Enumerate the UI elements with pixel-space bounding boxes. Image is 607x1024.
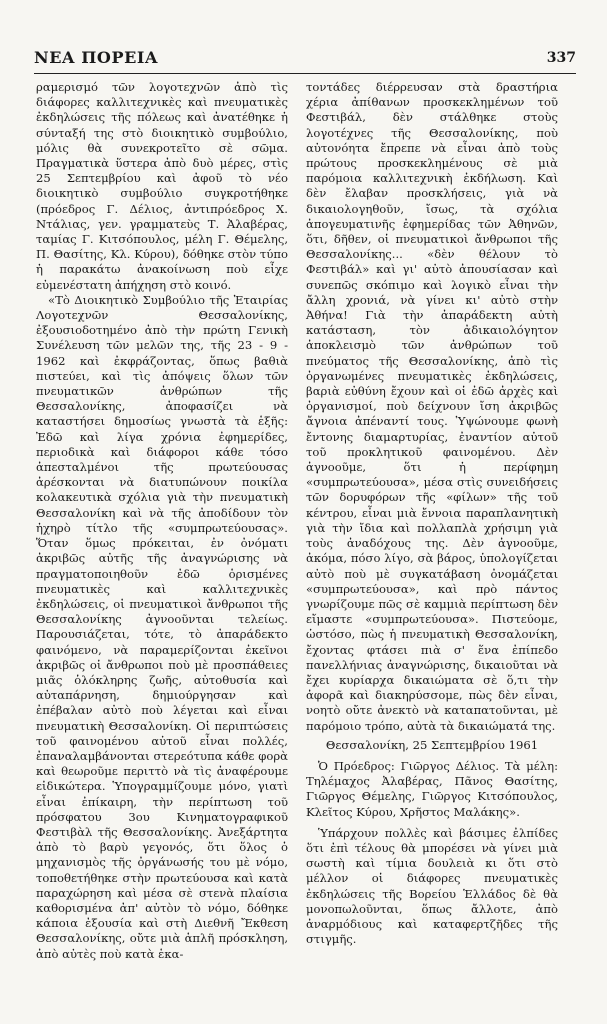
paragraph: «Τὸ Διοικητικὸ Συμβούλιο τῆς Ἑταιρίας Λογοτεχνῶν Θεσσαλονίκης, ἐξουσιοδοτημένο ἀπὸ τὴν πρώτη Γενικὴ Συνέλευση τῶν μελῶν της, τῆς 23 - 9 - 1962 καὶ ἐκφράζοντας, ὅπως βαθιὰ πιστεύει, καὶ τὶς ἀπόψεις ὅλων τῶν πνευματικῶν ἀνθρώπων τῆς Θεσσαλονίκης, ἀποφασίζει νὰ καταστήσει δημοσίως γνωστὰ τὰ ἑξῆς: Ἐδῶ καὶ λίγα χρόνια ἐφημερίδες, περιοδικὰ καὶ διάφοροι κάθε τόσο ἀπεσταλμένοι τῆς πρωτεύουσας ἀρέσκονται νὰ διατυπώνουν ποικίλα κολακευτικὰ σχόλια γιὰ τὴν πνευματικὴ Θεσσαλονίκη καὶ νὰ τῆς ἀποδίδουν τὸν ἠχηρὸ τίτλο τῆς «συμπρωτεύουσας». Ὅταν ὅμως πρόκειται, ἐν ὀνόματι ἀκριβῶς αὐτῆς τῆς ἀναγνώρισης νὰ πραγματοποιηθοῦν ἐδῶ ὁρισμένες πνευματικὲς καὶ καλλιτεχνικὲς ἐκδηλώσεις, οἱ πνευματικοὶ ἄνθρωποι τῆς Θεσσαλονίκης ἀγνοοῦνται τελείως. Παρουσιάζεται, τότε, τὸ ἀπαράδεκτο φαινόμενο, νὰ παραμερίζονται ἐκεῖνοι ἀκριβῶς οἱ ἄνθρωποι ποὺ μὲ προσπάθειες μιᾶς ὁλόκληρης ζωῆς, αὐτοθυσία καὶ αὐταπάρνηση, δημιούργησαν καὶ ἐπέβαλαν αὐτὸ ποὺ λέγεται καὶ εἶναι πνευματικὴ Θεσσαλονίκη. Οἱ περιπτώσεις τοῦ φαινομένου αὐτοῦ εἶναι πολλές, ἐπαναλαμβάνονται στερεότυπα κάθε φορὰ καὶ θεωροῦμε περιττὸ νὰ τὶς ἀναφέρουμε εἰδικώτερα. Ὑπογραμμίζουμε μόνο, γιατὶ εἶναι ἐπίκαιρη, τὴν περίπτωση τοῦ πρόσφατου 3ου Κινηματογραφικοῦ Φεστιβὰλ τῆς Θεσσαλονίκης. Ἀνεξάρτητα ἀπὸ τὸ βαρὺ γεγονός, ὅτι ὅλος ὁ μηχανισμὸς τῆς ὀργάνωσής του μὲ νόμο, τοποθετήθηκε στὴν πρωτεύουσα καὶ κατὰ παραχώρηση καὶ μέσα σὲ στενὰ πλαίσια καθορισμένα ἀπ' αὐτὸν τὸ νόμο, δόθηκε κάποια ἐξουσία καὶ στὴ Διεθνῆ Ἔκθεση Θεσσαλονίκης, οὔτε μιὰ ἁπλῆ πρόσκληση, ἀπὸ αὐτὲς ποὺ κατὰ ἑκα-: [36, 292, 288, 961]
paragraph: Ὑπάρχουν πολλὲς καὶ βάσιμες ἐλπίδες ὅτι ἐπὶ τέλους θὰ μπορέσει νὰ γίνει μιὰ σωστὴ καὶ τίμια δουλειὰ κι ὅτι στὸ μέλλον οἱ διάφορες πνευματικὲς ἐκδηλώσεις τῆς Βορείου Ἑλλάδος δὲ θὰ μονοπωλοῦνται, ὅπως ἄλλοτε, ἀπὸ ἀναρμόδιους καὶ καταφερτζῆδες τῆς στιγμῆς.: [306, 825, 558, 947]
running-header: [34, 48, 576, 74]
header-rule: [34, 73, 576, 74]
left-column: [36, 80, 288, 962]
signatories: Ὁ Πρόεδρος: Γιῶργος Δέλιος. Τὰ μέλη: Τηλέμαχος Ἀλαβέρας, Πᾶνος Θασίτης, Γιῶργος Θέμελης, Γιῶργος Κιτσόπουλος, Κλεῖτος Κύρου, Χρῆστος Μαλάκης».: [306, 758, 558, 819]
page-number: 337: [546, 50, 576, 66]
dateline: Θεσσαλονίκη, 25 Σεπτεμβρίου 1961: [325, 737, 539, 752]
paragraph: ραμερισμό τῶν λογοτεχνῶν ἀπὸ τὶς διάφορες καλλιτεχνικὲς καὶ πνευματικὲς ἐκδηλώσεις τῆς πόλεως καὶ ἀνατέθηκε ἡ σύνταξή της στὸ διοικητικὸ συμβούλιο, μόλις θὰ συνεκροτεῖτο σὲ σῶμα. Πραγματικὰ ὕστερα ἀπὸ δυὸ μέρες, στὶς 25 Σεπτεμβρίου καὶ ἀφοῦ τὸ νέο διοικητικὸ συμβούλιο συγκροτήθηκε (πρόεδρος Γ. Δέλιος, ἀντιπρόεδρος Χ. Ντάλιας, γεν. γραμματεὺς Τ. Ἀλαβέρας, ταμίας Γ. Κιτσόπουλος, μέλη Γ. Θέμελης, Π. Θασίτης, Κλ. Κύρου), δόθηκε στὸν τύπο ἡ παρακάτω ἀνακοίνωση ποὺ εἶχε εὐμενέστατη ἀπήχηση στὸ κοινό.: [36, 80, 288, 292]
right-column: [306, 80, 558, 947]
paragraph: τοντάδες διέρρευσαν στὰ δραστήρια χέρια ἀπίθανων προσκεκλημένων τοῦ Φεστιβάλ, δὲν στάλθηκε στοὺς λογοτέχνες τῆς Θεσσαλονίκης, ποὺ αὐτονόητα ἔπρεπε νὰ εἶναι ἀπὸ τοὺς πρώτους προσκεκλημένους σὲ μιὰ παρόμοια καλλιτεχνικὴ ἐκδήλωση. Καὶ δὲν ἔλαβαν προσκλήσεις, γιὰ νὰ δικαιολογηθοῦν, ἴσως, τὰ σχόλια ἀπογευματινῆς ἐφημερίδας τῶν Ἀθηνῶν, ὅτι, δῆθεν, οἱ πνευματικοὶ ἄνθρωποι τῆς Θεσσαλονίκης... «δὲν θέλουν τὸ Φεστιβάλ» καὶ γι' αὐτὸ ἀπουσίασαν καὶ συνεπῶς σκόπιμο καὶ λογικὸ εἶναι τὴν ἄλλη χρονιά, νὰ γίνει κι' αὐτὸ στὴν Ἀθήνα! Γιὰ τὴν ἀπαράδεκτη αὐτὴ κατάσταση, τὸν ἀδικαιολόγητον ἀποκλεισμὸ τῶν ἀνθρώπων τοῦ πνεύματος τῆς Θεσσαλονίκης, ἀπὸ τὶς ὀργανωμένες πνευματικὲς ἐκδηλώσεις, βαριὰ εὐθύνη ἔχουν καὶ οἱ ἐδῶ ἀρχὲς καὶ ὀργανισμοί, ποὺ δείχνουν ἴση ἀκριβῶς ἄγνοια ἀπέναντί τους. Ὑψώνουμε φωνὴ ἔντονης διαμαρτυρίας, ἐναντίον αὐτοῦ τοῦ προκλητικοῦ φαινομένου. Δὲν ἀγνοοῦμε, ὅτι ἡ περίφημη «συμπρωτεύουσα», μέσα στὶς συνειδήσεις τῶν δορυφόρων τῆς «φίλων» τῆς τοῦ κέντρου, εἶναι μιὰ ἔννοια παραπλανητικὴ γιὰ τὴν ἴδια καὶ πολλαπλὰ χρήσιμη γιὰ τοὺς ἀναδόχους της. Δὲν ἀγνοοῦμε, ἀκόμα, πόσο λίγο, σὰ βάρος, ὑπολογίζεται αὐτὸ ποὺ μὲ συγκατάβαση ὀνομάζεται «συμπρωτεύουσα», καὶ πρὸ πάντος γνωρίζουμε πῶς σὲ καμμιὰ περίπτωση δὲν εἴμαστε «συμπρωτεύουσα». Πιστεύομε, ὡστόσο, πὼς ἡ πνευματικὴ Θεσσαλονίκη, ἔχοντας φτάσει πιὰ σ' ἕνα ἐπίπεδο πανελλήνιας ἀναγνώρισης, δικαιοῦται νὰ ἔχει κυρίαρχα δικαιώματα σὲ ὅ,τι τὴν ἀφορᾶ καὶ διακηρύσσομε, πὼς δὲν εἶναι, νοητὸ οὔτε ἀνεκτὸ νὰ καταπατοῦνται, μὲ παρόμοιο τρόπο, αὐτὰ τὰ δικαιώματά της.: [306, 80, 558, 733]
journal-title: ΝΕΑ ΠΟΡΕΙΑ: [34, 48, 158, 67]
